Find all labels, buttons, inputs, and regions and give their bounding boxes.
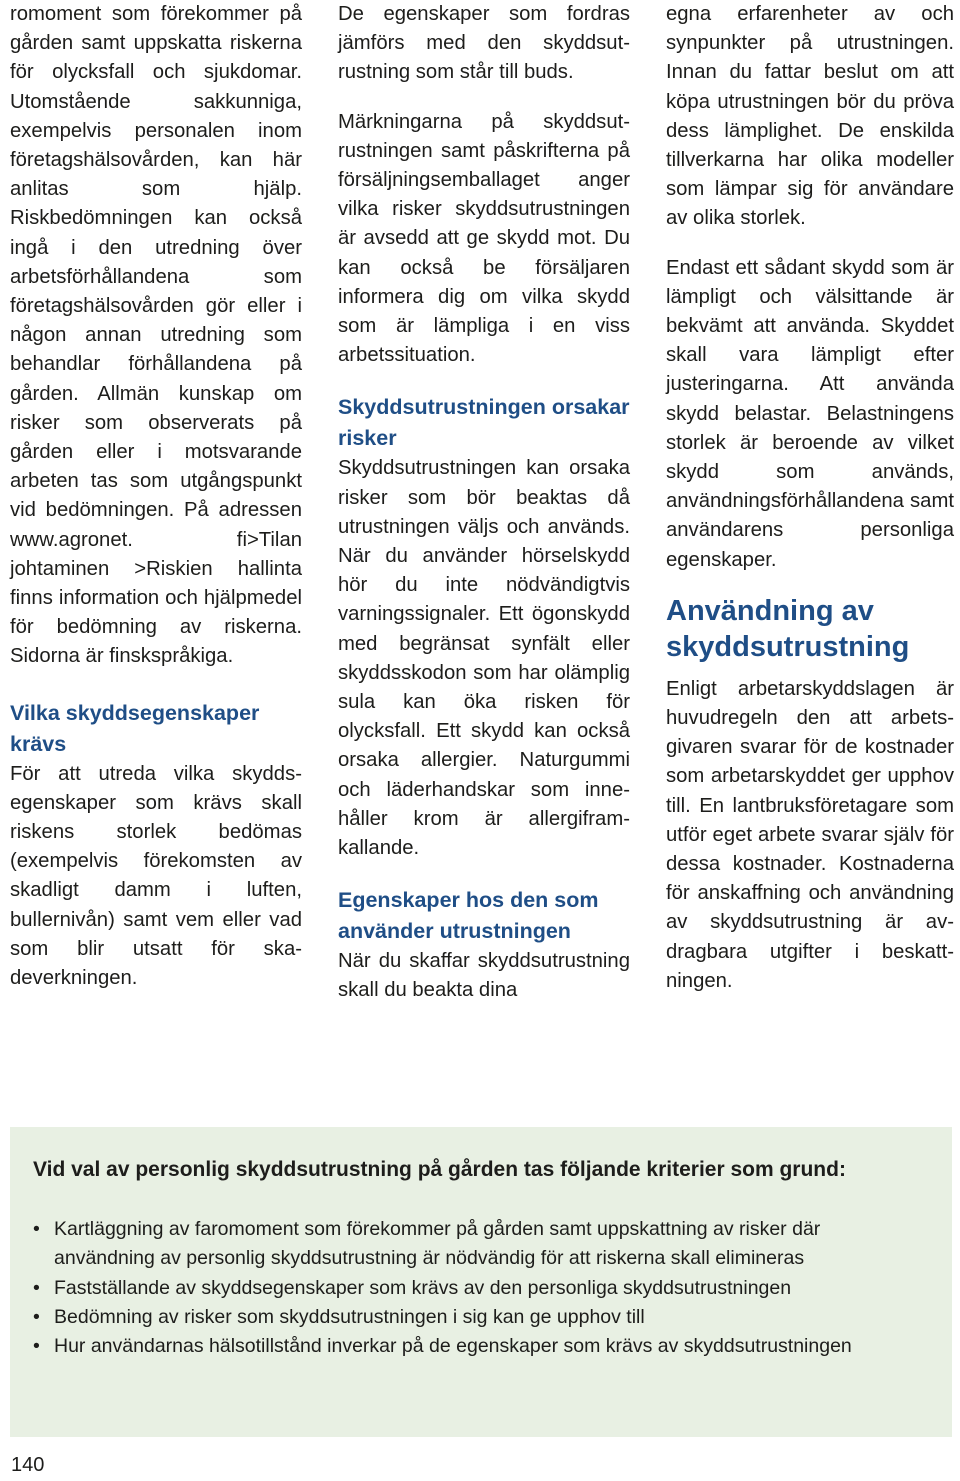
criteria-box — [10, 1127, 952, 1437]
column-3 — [666, 0, 954, 1100]
section-heading: Egenskaper hos den som använder utrustningen — [338, 888, 599, 944]
section-heading: Skyddsutrustningen orsakar risker — [338, 395, 630, 451]
paragraph: Skyddsutrustningen kan orsaka risker som bör beaktas då utrustningen väljs och används. När du använder hörselskydd hör du inte nödvändigtvis varningssignaler. Ett ögonskydd med begränsat synfält eller skyddsskodon som har olämplig sula kan öka risken för olycksfall. Ett skydd kan också orsaka allergier. Naturgummi och läderhandskar som innehåller krom är allergiframkallande. — [338, 457, 630, 860]
paragraph: egna erfarenheter av och synpunkter på utrustningen. Innan du fattar beslut om att köpa utrustningen bör du pröva dess lämplighet. De enskilda tillverkarna har olika modeller som lämpar sig för användare av olika storlek. — [666, 3, 954, 230]
list-item-text: Fastställande av skyddsegenskaper som krävs av den personliga skyddsutrustningen — [54, 1276, 792, 1299]
list-item — [33, 1303, 926, 1332]
criteria-list — [33, 1215, 926, 1361]
column-1 — [10, 0, 302, 1100]
bullet-icon: • — [33, 1305, 40, 1328]
paragraph: Enligt arbetarskyddslagen är huvudregeln den att arbetsgivaren svarar för de kostnader som arbetarskyddet ger upphov till. En lantbruksföretagare som utför eget arbete svarar själv för dessa kostnader. Kostnaderna för anskaffning och användning av skyddsutrustning är avdragbara utgifter i beskattningen. — [666, 677, 954, 992]
paragraph: Märkningarna på skyddsutrustningen samt påskrifterna på försäljningsemballaget anger vilka risker skyddsutrustningen är avsedd att ge skydd mot. Du kan också be försäljaren informera dig om vilka skydd som är lämpliga i en viss arbetssituation. — [338, 110, 630, 367]
list-item-text: Hur användarnas hälsotillstånd inverkar på de egenskaper som krävs av skyddsutrustningen — [54, 1335, 852, 1358]
bullet-icon: • — [33, 1218, 40, 1240]
paragraph: För att utreda vilka skyddsegenskaper som krävs skall riskens storlek bedömas (exempelvis förekomsten av skadligt damm i luften, bullernivån) samt vem eller vad som blir utsatt för skadeverkningen. — [10, 762, 302, 990]
list-item — [33, 1215, 926, 1274]
bullet-icon: • — [33, 1335, 40, 1358]
bullet-icon: • — [33, 1276, 40, 1299]
section-heading-large: Användning av skyddsutrustning — [666, 594, 910, 663]
page-number: 140 — [11, 1454, 45, 1476]
section-heading: Vilka skyddsegenskaper krävs — [10, 700, 260, 756]
criteria-title: Vid val av personlig skyddsutrustning på gården tas följande kriterier som grund: — [33, 1158, 846, 1181]
paragraph: När du skaffar skyddsutrustning skall du beakta dina — [338, 950, 630, 1002]
text-columns — [10, 0, 954, 1100]
list-item — [33, 1332, 926, 1361]
list-item-text: Bedömning av risker som skyddsutrustningen i sig kan ge upphov till — [54, 1305, 645, 1328]
paragraph: Endast ett sådant skydd som är lämpligt och välsittande är bekvämt att använda. Skyddet skall vara lämpligt efter justeringarna. Att använda skydd belastar. Belastningens storlek är beroende av vilket skydd som används, användningsförhållandena samt användarens personliga egenskaper. — [666, 256, 954, 571]
column-2 — [338, 0, 630, 1100]
paragraph: De egenskaper som fordras jämförs med den skyddsutrustning som står till buds. — [338, 3, 630, 84]
list-item — [33, 1274, 926, 1303]
list-item-text: Kartläggning av faromoment som förekommer på gården samt uppskattning av risker där användning av personlig skyddsutrustning är nödvändig för att riskerna skall elimineras — [54, 1218, 821, 1270]
paragraph: romoment som förekommer på gården samt uppskatta riskerna för olycksfall och sjukdomar. Utomstående sakkunniga, exempelvis personalen inom företagshälsovården, kan här anlitas som hjälp. Riskbedömningen kan också ingå i den utredning över arbetsförhållandena som företagshälsovården gör eller i någon annan utredning som behandlar förhållandena på gården. Allmän kunskap om risker som observerats på gården eller i motsvarande arbeten tas som utgångspunkt vid bedömningen. På adressen www.agronet. fi>Tilan johtaminen >Riskien hallinta finns information och hjälpmedel för bedömning av riskerna. Sidorna är finskspråkiga. — [10, 3, 302, 668]
